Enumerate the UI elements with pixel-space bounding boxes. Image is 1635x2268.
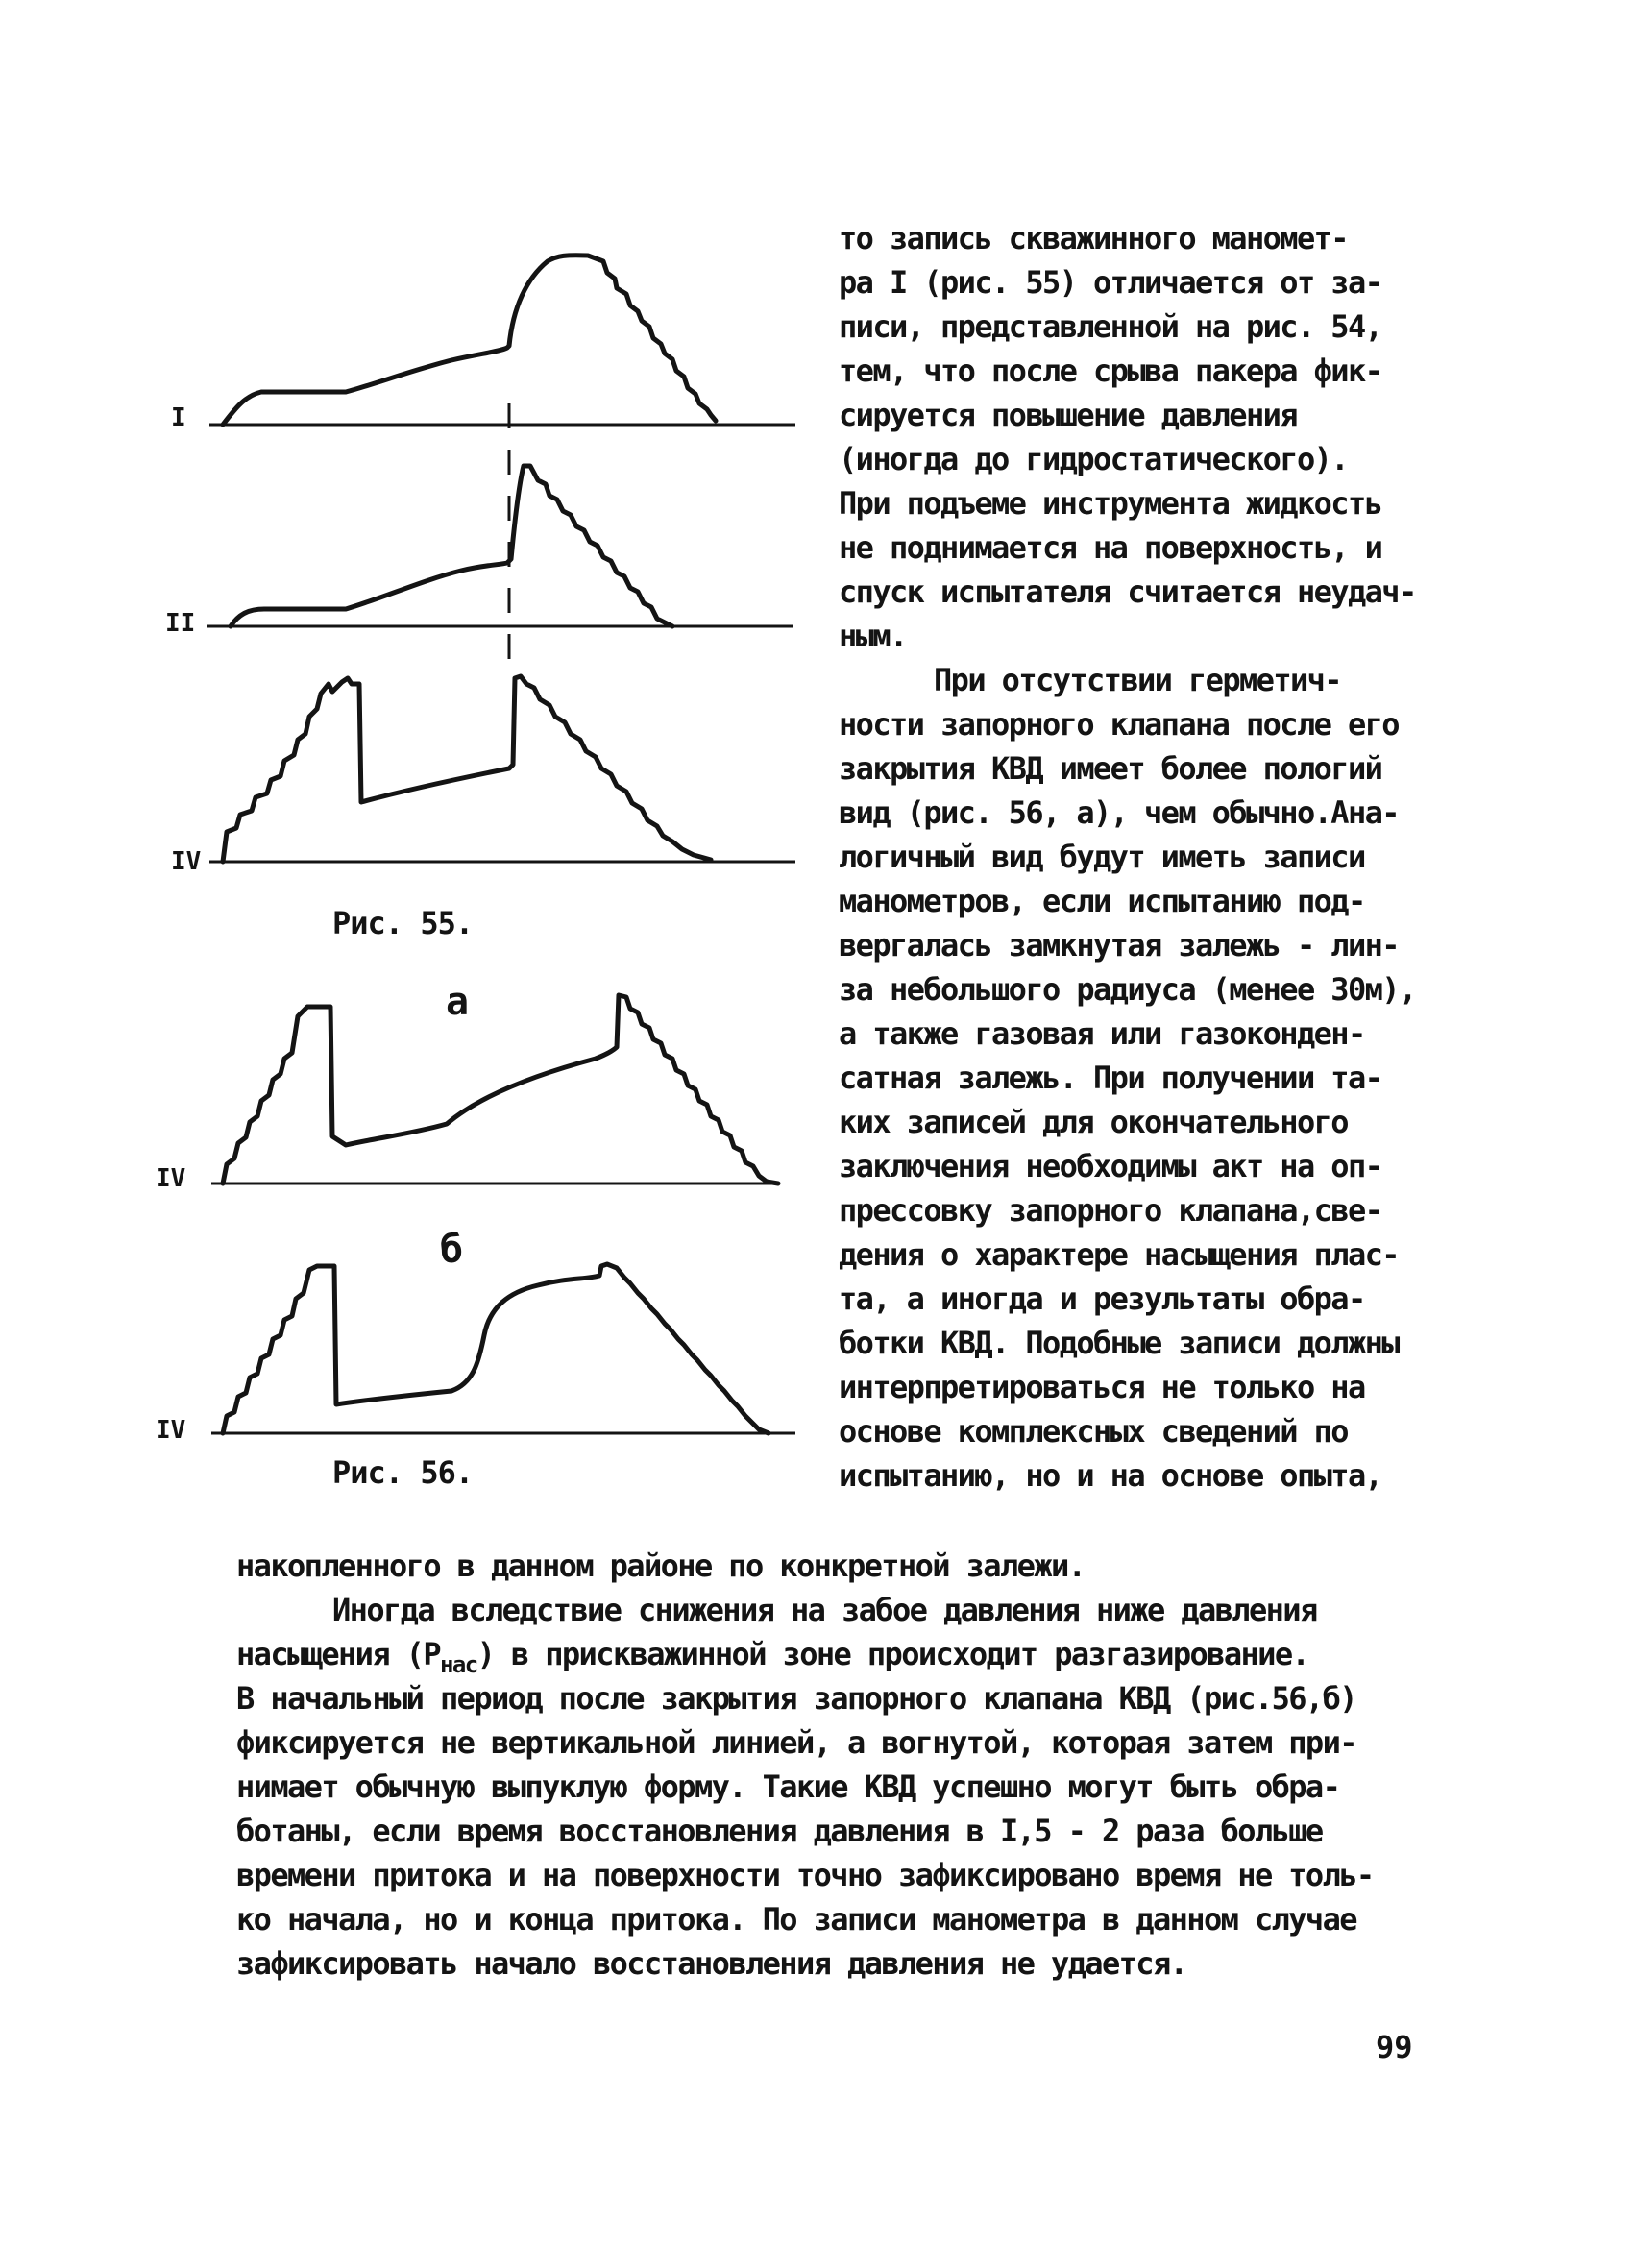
- column-line: При отсутствии герметич-: [934, 662, 1341, 698]
- column-line: При подъеме инструмента жидкость: [839, 485, 1382, 522]
- column-line: манометров, если испытанию под-: [839, 883, 1365, 919]
- fig56b-label-iv: IV: [156, 1416, 186, 1445]
- fig55-curve-iv: [223, 676, 711, 862]
- body-line: ботаны, если время восстановления давления в I,5 - 2 раза больше: [236, 1813, 1323, 1849]
- column-line: прессовку запорного клапана,све-: [839, 1192, 1382, 1229]
- column-line: вид (рис. 56, а), чем обычно.Ана-: [839, 794, 1399, 831]
- column-line: тем, что после срыва пакера фик-: [839, 353, 1382, 389]
- column-line: сатная залежь. При получении та-: [839, 1060, 1382, 1096]
- fig55-curve-ii: [231, 466, 672, 626]
- column-line: основе комплексных сведений по: [839, 1413, 1348, 1450]
- fig55-label-i: I: [171, 403, 186, 432]
- body-line: Иногда вследствие снижения на забое давления ниже давления: [332, 1592, 1317, 1628]
- fig56-sublabel-b: б: [440, 1228, 464, 1272]
- column-line: интерпретироваться не только на: [839, 1369, 1365, 1405]
- subscript: нас: [440, 1651, 477, 1678]
- fig55-label-ii: II: [165, 609, 196, 638]
- body-line: времени притока и на поверхности точно зафиксировано время не толь-: [236, 1857, 1374, 1893]
- column-line: не поднимается на поверхность, и: [839, 529, 1382, 566]
- body-text: насыщения (P: [236, 1636, 440, 1672]
- body-line: зафиксировать начало восстановления давления не удается.: [236, 1945, 1187, 1982]
- body-line: ко начала, но и конца притока. По записи манометра в данном случае: [236, 1901, 1356, 1938]
- fig55-label-iv: IV: [171, 847, 202, 876]
- column-line: писи, представленной на рис. 54,: [839, 308, 1382, 345]
- column-line: та, а иногда и результаты обра-: [839, 1280, 1365, 1317]
- column-line: (иногда до гидростатического).: [839, 441, 1348, 477]
- column-line: а также газовая или газоконден-: [839, 1015, 1365, 1052]
- fig55-curve-i: [223, 256, 716, 425]
- column-line: ких записей для окончательного: [839, 1104, 1348, 1140]
- column-line: дения о характере насыщения плас-: [839, 1236, 1399, 1273]
- column-line: закрытия КВД имеет более пологий: [839, 750, 1382, 787]
- fig56-caption: Рис. 56.: [332, 1454, 474, 1491]
- fig56a-curve: [223, 995, 778, 1183]
- body-line: В начальный период после закрытия запорного клапана КВД (рис.56,б): [236, 1680, 1356, 1717]
- body-text: ) в прискважинной зоне происходит разгазирование.: [476, 1636, 1309, 1672]
- column-line: логичный вид будут иметь записи: [839, 839, 1365, 875]
- page-number: 99: [1376, 2029, 1413, 2065]
- body-line: фиксируется не вертикальной линией, а вогнутой, которая затем при-: [236, 1724, 1356, 1761]
- column-line: ботки КВД. Подобные записи должны: [839, 1325, 1399, 1361]
- body-line: нимает обычную выпуклую форму. Такие КВД успешно могут быть обра-: [236, 1768, 1340, 1805]
- column-line: за небольшого радиуса (менее 30м),: [839, 971, 1416, 1008]
- column-line: испытанию, но и на основе опыта,: [839, 1457, 1382, 1494]
- fig56b-curve: [223, 1264, 769, 1433]
- fig56a-label-iv: IV: [156, 1164, 186, 1193]
- column-line: ра I (рис. 55) отличается от за-: [839, 264, 1382, 301]
- fig55-caption: Рис. 55.: [332, 905, 474, 941]
- column-line: ности запорного клапана после его: [839, 706, 1399, 743]
- column-line: вергалась замкнутая залежь - лин-: [839, 927, 1399, 963]
- column-line: то запись скважинного маномет-: [839, 220, 1348, 256]
- column-line: ным.: [839, 618, 907, 654]
- fig56-sublabel-a: а: [446, 980, 470, 1024]
- body-line: накопленного в данном районе по конкретной залежи.: [236, 1548, 1086, 1584]
- column-line: заключения необходимы акт на оп-: [839, 1148, 1382, 1184]
- column-line: спуск испытателя считается неудач-: [839, 573, 1416, 610]
- column-line: сируется повышение давления: [839, 397, 1297, 433]
